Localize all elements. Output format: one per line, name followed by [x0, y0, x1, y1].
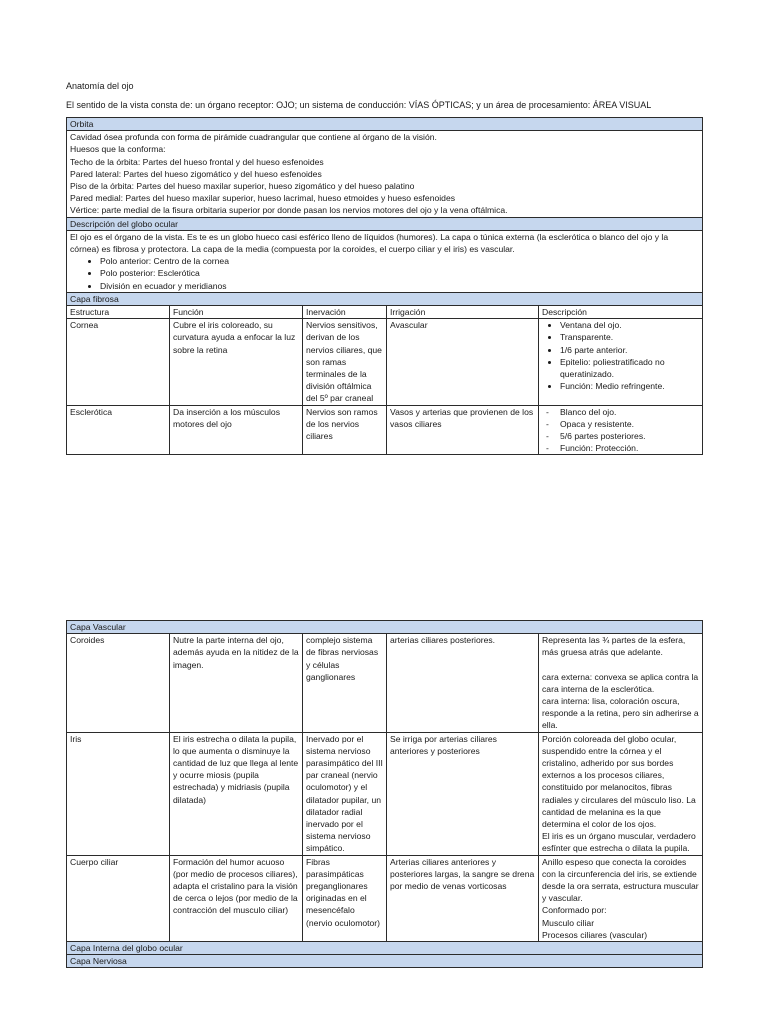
cell-estructura: Esclerótica	[67, 405, 170, 455]
descripcion-item: - Blanco del ojo.	[560, 406, 699, 418]
cell-funcion: El iris estrecha o dilata la pupila, lo que aumenta o disminuye la cantidad de luz que llega al lente y ocurre miosis (pupila estrechada) y midriasis (pupila dilatada)	[170, 732, 303, 855]
descripcion-item: • Transparente.	[560, 331, 699, 343]
descripcion-line: Procesos ciliares (vascular)	[542, 929, 648, 940]
cell-funcion: Formación del humor acuoso (por medio de procesos ciliares), adapta el cristalino para la visión de cerca o lejos (por medio de la contracción del musculo ciliar)	[170, 855, 303, 941]
column-header: Irrigación	[387, 306, 539, 319]
descripcion-line: cara externa: convexa se aplica contra la cara interna de la esclerótica.	[542, 671, 699, 694]
cell-inervacion: complejo sistema de fibras nerviosas y células ganglionares	[303, 634, 387, 732]
globo-bullet: • Polo posterior: Esclerótica	[100, 267, 699, 279]
descripcion-item: • Epitelio: poliestratificado no queratinizado.	[560, 356, 699, 380]
descripcion-line: Porción coloreada del globo ocular, suspendido entre la córnea y el cristalino, adherido por sus bordes externos a los procesos ciliares, constituido por melanocitos, fibras radiales y circulares del músculo liso. La cantidad de melanina es la que determina el color de los ojos.	[542, 733, 696, 830]
column-header: Inervación	[303, 306, 387, 319]
section-heading-vascular: Capa Vascular	[67, 621, 703, 634]
cell-funcion: Nutre la parte interna del ojo, además ayuda en la nitidez de la imagen.	[170, 634, 303, 732]
descripcion-item: - 5/6 partes posteriores.	[560, 430, 699, 442]
orbita-content	[67, 131, 703, 217]
table-vascular	[66, 620, 703, 968]
descripcion-item: - Función: Protección.	[560, 442, 699, 454]
descripcion-line: Anillo espeso que conecta la coroides con la circunferencia del iris, se extiende desde la ora serrata, estructura muscular y vascular.	[542, 856, 699, 904]
cell-descripcion	[539, 405, 703, 455]
orbita-line: Piso de la órbita: Partes del hueso maxilar superior, hueso zigomático y del hueso palatino	[70, 181, 415, 192]
descripcion-item: • Ventana del ojo.	[560, 319, 699, 331]
cell-irrigacion: Avascular	[387, 319, 539, 405]
table-orbita-fibrosa	[66, 117, 703, 455]
globo-bullet: • División en ecuador y meridianos	[100, 280, 699, 292]
cell-descripcion	[539, 319, 703, 405]
cell-descripcion	[539, 855, 703, 941]
table-row	[67, 855, 703, 941]
orbita-line: Pared lateral: Partes del hueso zigomático y del hueso esfenoides	[70, 168, 322, 179]
intro-text: El sentido de la vista consta de: un órgano receptor: OJO; un sistema de conducción: VÍAS ÓPTICAS; y un área de procesamiento: ÁREA VISUAL	[66, 100, 652, 110]
cell-irrigacion: Se irriga por arterias ciliares anteriores y posteriores	[387, 732, 539, 855]
orbita-line: Cavidad ósea profunda con forma de pirámide cuadrangular que contiene al órgano de la visión.	[70, 132, 437, 143]
descripcion-item: • 1/6 parte anterior.	[560, 344, 699, 356]
table-row	[67, 319, 703, 405]
descripcion-line: Representa las ¾ partes de la esfera, más gruesa atrás que adelante.	[542, 635, 686, 658]
cell-inervacion: Nervios son ramos de los nervios ciliares	[303, 405, 387, 455]
orbita-line: Huesos que la conforma:	[70, 144, 166, 155]
column-header: Descripción	[539, 306, 703, 319]
cell-irrigacion: Vasos y arterias que provienen de los vasos ciliares	[387, 405, 539, 455]
cell-descripcion	[539, 634, 703, 732]
table-row	[67, 634, 703, 732]
section-heading-nerviosa: Capa Nerviosa	[67, 955, 703, 968]
cell-inervacion: Fibras parasimpáticas preganglionares originadas en el mesencéfalo (nervio oculomotor)	[303, 855, 387, 941]
cell-funcion: Da inserción a los músculos motores del ojo	[170, 405, 303, 455]
column-header: Estructura	[67, 306, 170, 319]
descripcion-line: Musculo ciliar	[542, 917, 595, 928]
descripcion-line: Conformado por:	[542, 905, 607, 916]
cell-estructura: Cornea	[67, 319, 170, 405]
orbita-line: Techo de la órbita: Partes del hueso frontal y del hueso esfenoides	[70, 156, 324, 167]
section-heading-interna: Capa Interna del globo ocular	[67, 942, 703, 955]
cell-irrigacion: Arterias ciliares anteriores y posteriores largas, la sangre se drena por medio de venas vorticosas	[387, 855, 539, 941]
table-header-row	[67, 306, 703, 319]
page-title: Anatomía del ojo	[66, 81, 134, 91]
descripcion-item: - Opaca y resistente.	[560, 418, 699, 430]
cell-inervacion: Inervado por el sistema nervioso parasimpático del III par craneal (nervio oculomotor) y el dilatador pupilar, un dilatador radial inervado por el sistema nervioso simpático.	[303, 732, 387, 855]
descripcion-item: • Función: Medio refringente.	[560, 380, 699, 392]
descripcion-line: cara interna: lisa, coloración oscura, responde a la retina, pero sin adherirse a ella.	[542, 696, 699, 731]
descripcion-line: El iris es un órgano muscular, verdadero esfínter que estrecha o dilata la pupila.	[542, 831, 696, 854]
cell-irrigacion: arterias ciliares posteriores.	[387, 634, 539, 732]
orbita-line: Pared medial: Partes del hueso maxilar superior, hueso lacrimal, hueso etmoides y hueso esfenoides	[70, 193, 456, 204]
section-heading-orbita: Orbita	[67, 118, 703, 131]
cell-inervacion: Nervios sensitivos, derivan de los nervios ciliares, que son ramas terminales de la división oftálmica del 5º par craneal	[303, 319, 387, 405]
cell-funcion: Cubre el iris coloreado, su curvatura ayuda a enfocar la luz sobre la retina	[170, 319, 303, 405]
globo-content	[67, 230, 703, 292]
table-row	[67, 732, 703, 855]
orbita-line: Vértice: parte medial de la fisura orbitaria superior por donde pasan los nervios motores del ojo y la vena oftálmica.	[70, 205, 508, 216]
section-heading-fibrosa: Capa fibrosa	[67, 292, 703, 305]
globo-bullet: • Polo anterior: Centro de la cornea	[100, 255, 699, 267]
globo-text: El ojo es el órgano de la vista. Es te es un globo hueco casi esférico lleno de líquidos (humores). La capa o túnica externa (la esclerótica o blanco del ojo y la córnea) es fibrosa y protectora. La capa de la media (compuesta por la coroides, el cuerpo ciliar y el iris) es vascular.	[70, 231, 669, 255]
section-heading-globo: Descripción del globo ocular	[67, 217, 703, 230]
cell-descripcion	[539, 732, 703, 855]
cell-estructura: Cuerpo ciliar	[67, 855, 170, 941]
cell-estructura: Coroides	[67, 634, 170, 732]
descripcion-line	[542, 659, 699, 671]
column-header: Función	[170, 306, 303, 319]
cell-estructura: Iris	[67, 732, 170, 855]
table-row	[67, 405, 703, 455]
